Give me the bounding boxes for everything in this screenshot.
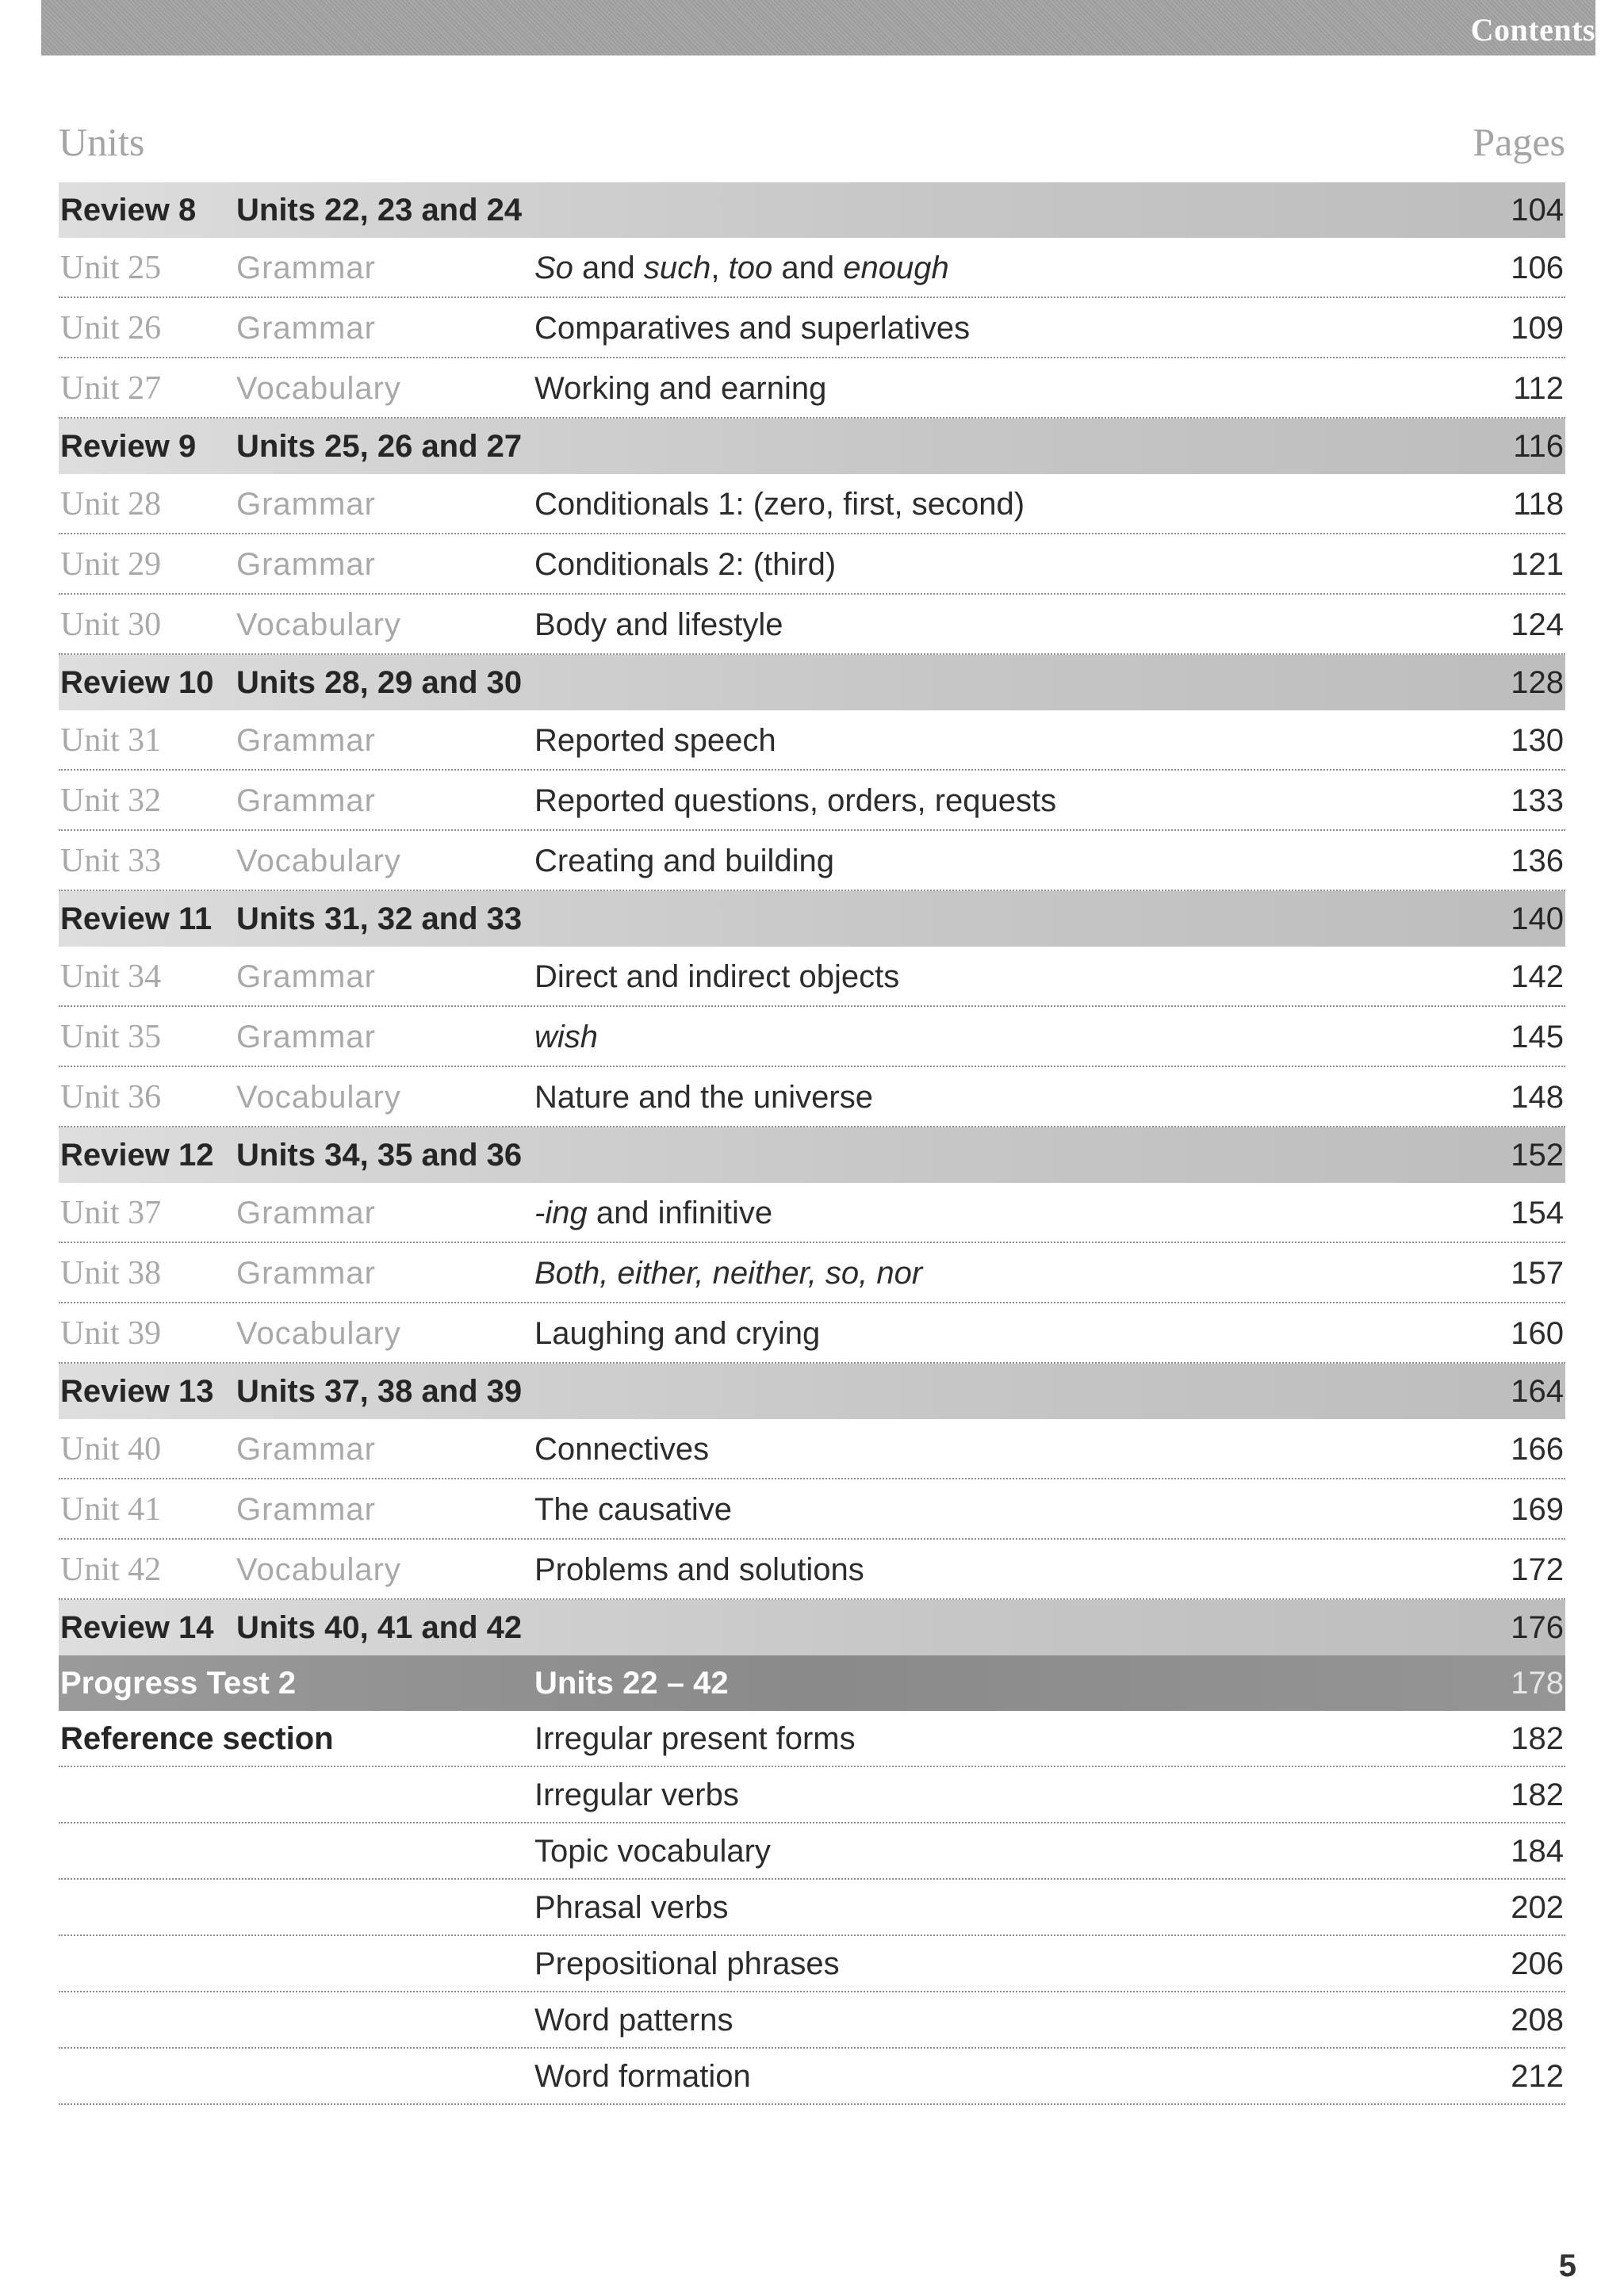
reference-topic: Prepositional phrases	[534, 1946, 840, 1981]
unit-category: Grammar	[236, 547, 376, 582]
unit-row	[59, 831, 1565, 891]
unit-number: Unit 33	[60, 843, 162, 879]
page-ref: 112	[1513, 371, 1564, 406]
review-label: Review 13	[60, 1374, 214, 1409]
reference-row	[59, 2049, 1565, 2105]
reference-topic: Topic vocabulary	[534, 1834, 771, 1869]
unit-topic: Comparatives and superlatives	[534, 311, 971, 346]
unit-row	[59, 1479, 1565, 1540]
unit-topic: Conditionals 2: (third)	[534, 547, 837, 582]
unit-category: Vocabulary	[236, 1552, 401, 1587]
unit-category: Grammar	[236, 959, 376, 994]
review-label: Review 14	[60, 1610, 214, 1645]
unit-row	[59, 474, 1565, 534]
reference-row	[59, 1992, 1565, 2049]
unit-category: Vocabulary	[236, 371, 401, 406]
page-ref: 128	[1511, 665, 1564, 700]
unit-category: Vocabulary	[236, 844, 401, 878]
review-row	[59, 182, 1565, 238]
unit-row	[59, 771, 1565, 831]
page-ref: 166	[1511, 1432, 1564, 1467]
page-ref: 106	[1511, 251, 1564, 285]
page-ref: 121	[1511, 547, 1564, 582]
unit-category: Grammar	[236, 1432, 376, 1467]
review-row	[59, 891, 1565, 947]
unit-topic: Both, either, neither, so, nor	[534, 1256, 923, 1291]
unit-category: Grammar	[236, 1256, 376, 1291]
page-ref: 202	[1511, 1890, 1564, 1925]
unit-topic: Problems and solutions	[534, 1552, 864, 1587]
review-label: Review 12	[60, 1138, 214, 1173]
unit-row	[59, 1007, 1565, 1067]
page-ref: 104	[1511, 193, 1564, 228]
unit-row	[59, 947, 1565, 1007]
page-ref: 184	[1511, 1834, 1564, 1869]
page-ref: 157	[1511, 1256, 1564, 1291]
reference-topic: Phrasal verbs	[534, 1890, 729, 1925]
unit-category: Grammar	[236, 1196, 376, 1230]
page-ref: 140	[1511, 901, 1564, 936]
unit-number: Unit 26	[60, 310, 162, 346]
page-ref: 142	[1511, 959, 1564, 994]
page-ref: 109	[1511, 311, 1564, 346]
unit-topic: Laughing and crying	[534, 1316, 821, 1351]
unit-row	[59, 1183, 1565, 1243]
unit-category: Grammar	[236, 487, 376, 522]
page-ref: 164	[1511, 1374, 1564, 1409]
page-ref: 133	[1511, 783, 1564, 818]
unit-number: Unit 29	[60, 546, 162, 583]
page-ref: 208	[1511, 2003, 1564, 2038]
page-ref: 118	[1513, 487, 1564, 522]
unit-topic: Body and lifestyle	[534, 607, 783, 642]
page-ref: 136	[1511, 844, 1564, 878]
review-units: Units 25, 26 and 27	[236, 429, 523, 464]
page-ref: 212	[1511, 2059, 1564, 2094]
progress-test-units: Units 22 – 42	[534, 1666, 729, 1701]
unit-row	[59, 595, 1565, 655]
unit-number: Unit 41	[60, 1491, 162, 1528]
unit-topic: Creating and building	[534, 844, 835, 878]
unit-category: Vocabulary	[236, 607, 401, 642]
page-ref: 182	[1511, 1777, 1564, 1812]
unit-category: Grammar	[236, 311, 376, 346]
unit-number: Unit 36	[60, 1079, 162, 1115]
contents-table	[59, 182, 1565, 2105]
reference-topic: Irregular present forms	[534, 1721, 856, 1756]
page-ref: 169	[1511, 1492, 1564, 1527]
review-row	[59, 1127, 1565, 1183]
unit-number: Unit 30	[60, 607, 162, 643]
header-bar	[41, 0, 1595, 55]
unit-topic: -ing and infinitive	[534, 1196, 773, 1230]
review-label: Review 11	[60, 901, 213, 936]
units-heading: Units	[59, 120, 145, 164]
unit-topic: Direct and indirect objects	[534, 959, 900, 994]
unit-topic: Conditionals 1: (zero, first, second)	[534, 487, 1025, 522]
page-ref: 148	[1511, 1080, 1564, 1115]
page-ref: 178	[1511, 1666, 1564, 1701]
unit-number: Unit 38	[60, 1255, 162, 1292]
unit-row	[59, 298, 1565, 358]
unit-category: Grammar	[236, 1020, 376, 1054]
reference-topic: Word patterns	[534, 2003, 733, 2038]
reference-label: Reference section	[60, 1721, 334, 1756]
unit-category: Grammar	[236, 723, 376, 758]
review-units: Units 31, 32 and 33	[236, 901, 523, 936]
unit-topic: Nature and the universe	[534, 1080, 873, 1115]
unit-topic: Reported speech	[534, 723, 776, 758]
unit-category: Vocabulary	[236, 1316, 401, 1351]
review-label: Review 10	[60, 665, 214, 700]
unit-category: Grammar	[236, 783, 376, 818]
unit-number: Unit 40	[60, 1431, 162, 1468]
reference-row	[59, 1711, 1565, 1767]
page-ref: 124	[1511, 607, 1564, 642]
unit-category: Vocabulary	[236, 1080, 401, 1115]
page-ref: 130	[1511, 723, 1564, 758]
reference-row	[59, 1936, 1565, 1992]
page-ref: 154	[1511, 1196, 1564, 1230]
review-units: Units 28, 29 and 30	[236, 665, 523, 700]
unit-row	[59, 534, 1565, 595]
progress-test-label: Progress Test 2	[60, 1666, 297, 1701]
unit-topic: So and such, too and enough	[534, 251, 949, 285]
review-units: Units 34, 35 and 36	[236, 1138, 523, 1173]
review-row	[59, 1364, 1565, 1419]
reference-row	[59, 1767, 1565, 1823]
unit-number: Unit 31	[60, 722, 162, 759]
unit-number: Unit 39	[60, 1315, 162, 1352]
unit-row	[59, 358, 1565, 419]
review-units: Units 37, 38 and 39	[236, 1374, 523, 1409]
unit-row	[59, 238, 1565, 298]
reference-topic: Irregular verbs	[534, 1777, 739, 1812]
page-number: 5	[1558, 2248, 1576, 2283]
progress-test-row	[59, 1655, 1565, 1711]
page-ref: 160	[1511, 1316, 1564, 1351]
unit-row	[59, 1067, 1565, 1127]
page-ref: 145	[1511, 1020, 1564, 1054]
page-ref: 176	[1511, 1610, 1564, 1645]
page-ref: 116	[1513, 429, 1564, 464]
review-units: Units 22, 23 and 24	[236, 193, 523, 228]
unit-category: Grammar	[236, 251, 376, 285]
unit-topic: The causative	[534, 1492, 733, 1527]
unit-number: Unit 35	[60, 1019, 162, 1055]
review-row	[59, 1600, 1565, 1655]
unit-row	[59, 1540, 1565, 1600]
unit-row	[59, 1419, 1565, 1479]
unit-number: Unit 37	[60, 1195, 162, 1231]
unit-row	[59, 1243, 1565, 1303]
unit-number: Unit 42	[60, 1552, 162, 1588]
unit-topic: Reported questions, orders, requests	[534, 783, 1057, 818]
unit-row	[59, 1303, 1565, 1364]
page-ref: 206	[1511, 1946, 1564, 1981]
unit-number: Unit 32	[60, 783, 162, 819]
reference-row	[59, 1823, 1565, 1880]
unit-topic: Working and earning	[534, 371, 827, 406]
page-ref: 182	[1511, 1721, 1564, 1756]
unit-number: Unit 25	[60, 250, 162, 286]
unit-number: Unit 34	[60, 959, 162, 995]
review-row	[59, 655, 1565, 710]
review-label: Review 8	[60, 193, 197, 228]
unit-row	[59, 710, 1565, 771]
reference-topic: Word formation	[534, 2059, 751, 2094]
review-row	[59, 419, 1565, 474]
unit-category: Grammar	[236, 1492, 376, 1527]
unit-number: Unit 28	[60, 486, 162, 522]
page-ref: 172	[1511, 1552, 1564, 1587]
pages-heading: Pages	[1473, 120, 1565, 164]
review-label: Review 9	[60, 429, 197, 464]
reference-row	[59, 1880, 1565, 1936]
unit-topic: wish	[534, 1020, 599, 1054]
review-units: Units 40, 41 and 42	[236, 1610, 523, 1645]
section-title: Contents	[1470, 12, 1595, 48]
unit-topic: Connectives	[534, 1432, 710, 1467]
page-ref: 152	[1511, 1138, 1564, 1173]
unit-number: Unit 27	[60, 370, 162, 407]
